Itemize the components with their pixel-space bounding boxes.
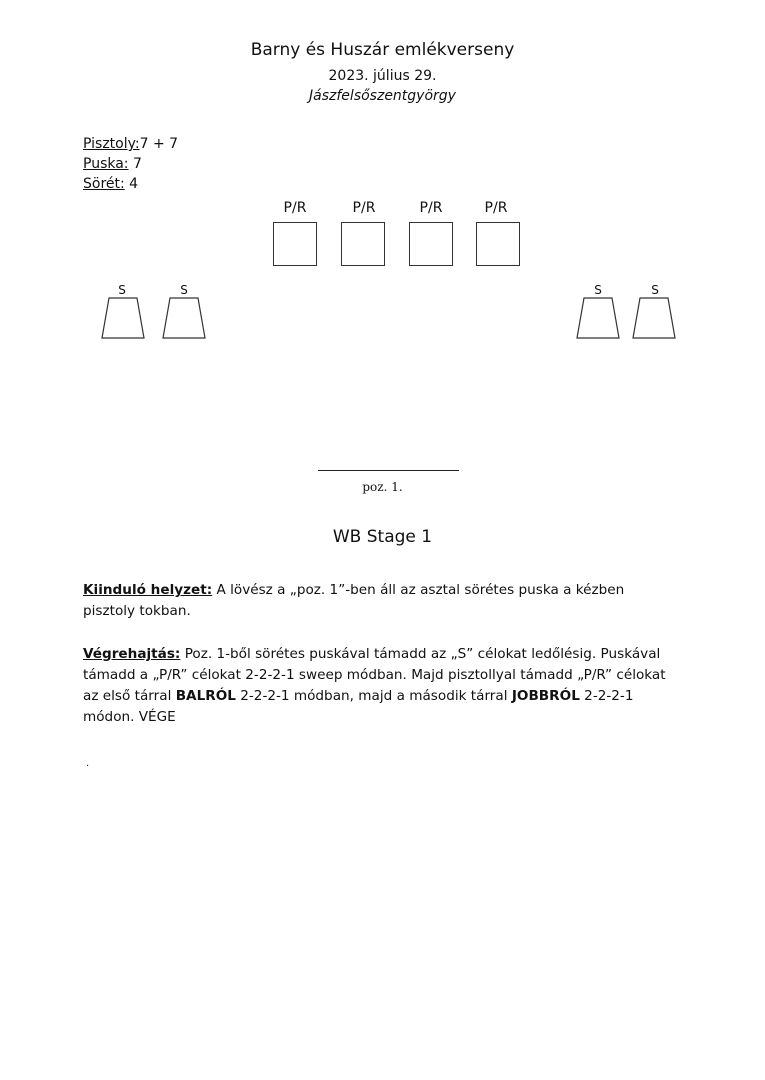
start-position-heading: Kiinduló helyzet: (83, 582, 213, 598)
s-target-shape (631, 296, 677, 342)
pr-target-label: P/R (352, 200, 376, 216)
s-target-shape (575, 296, 621, 342)
shooting-position-label: poz. 1. (362, 480, 403, 494)
s-target-label: S (180, 283, 188, 297)
round-count-rifle: Puska: 7 (83, 156, 142, 172)
s-target-label: S (594, 283, 602, 297)
pr-target-box (409, 222, 453, 266)
pr-target-box (476, 222, 520, 266)
start-position-paragraph (83, 580, 668, 622)
match-title: Barny és Huszár emlékverseny (250, 40, 515, 60)
s-target-shape (161, 296, 207, 342)
shooting-position-line (318, 470, 459, 471)
s-target-label: S (651, 283, 659, 297)
s-target-shape (100, 296, 146, 342)
pr-target-label: P/R (484, 200, 508, 216)
stray-mark: . (86, 758, 90, 769)
round-count-pistol: Pisztoly:7 + 7 (83, 136, 179, 152)
pr-target-box (341, 222, 385, 266)
pr-target-label: P/R (283, 200, 307, 216)
s-target-label: S (118, 283, 126, 297)
round-counts (83, 134, 178, 194)
procedure-heading: Végrehajtás: (83, 646, 181, 662)
round-count-shotgun: Sörét: 4 (83, 176, 139, 192)
match-place: Jászfelsőszentgyörgy (309, 88, 456, 104)
match-date: 2023. július 29. (328, 68, 437, 84)
pr-target-box (273, 222, 317, 266)
start-position-text: A lövész a „poz. 1”-ben áll az asztal sörétes puska a kézben pisztoly tokban. (83, 582, 625, 619)
pr-target-label: P/R (419, 200, 443, 216)
stage-title: WB Stage 1 (332, 527, 433, 547)
procedure-paragraph: Végrehajtás: Poz. 1-ből sörétes puskával támadd az „S” célokat ledőlésig. Puskával támadd a „P/R” célokat 2-2-2-1 sweep módban. Majd pisztollyal támadd „P/R” célokat az első tárral BALRÓL 2-2-2-1 módban, majd a második tárral JOBBRÓL 2-2-2-1 módon. VÉGE (83, 646, 666, 725)
